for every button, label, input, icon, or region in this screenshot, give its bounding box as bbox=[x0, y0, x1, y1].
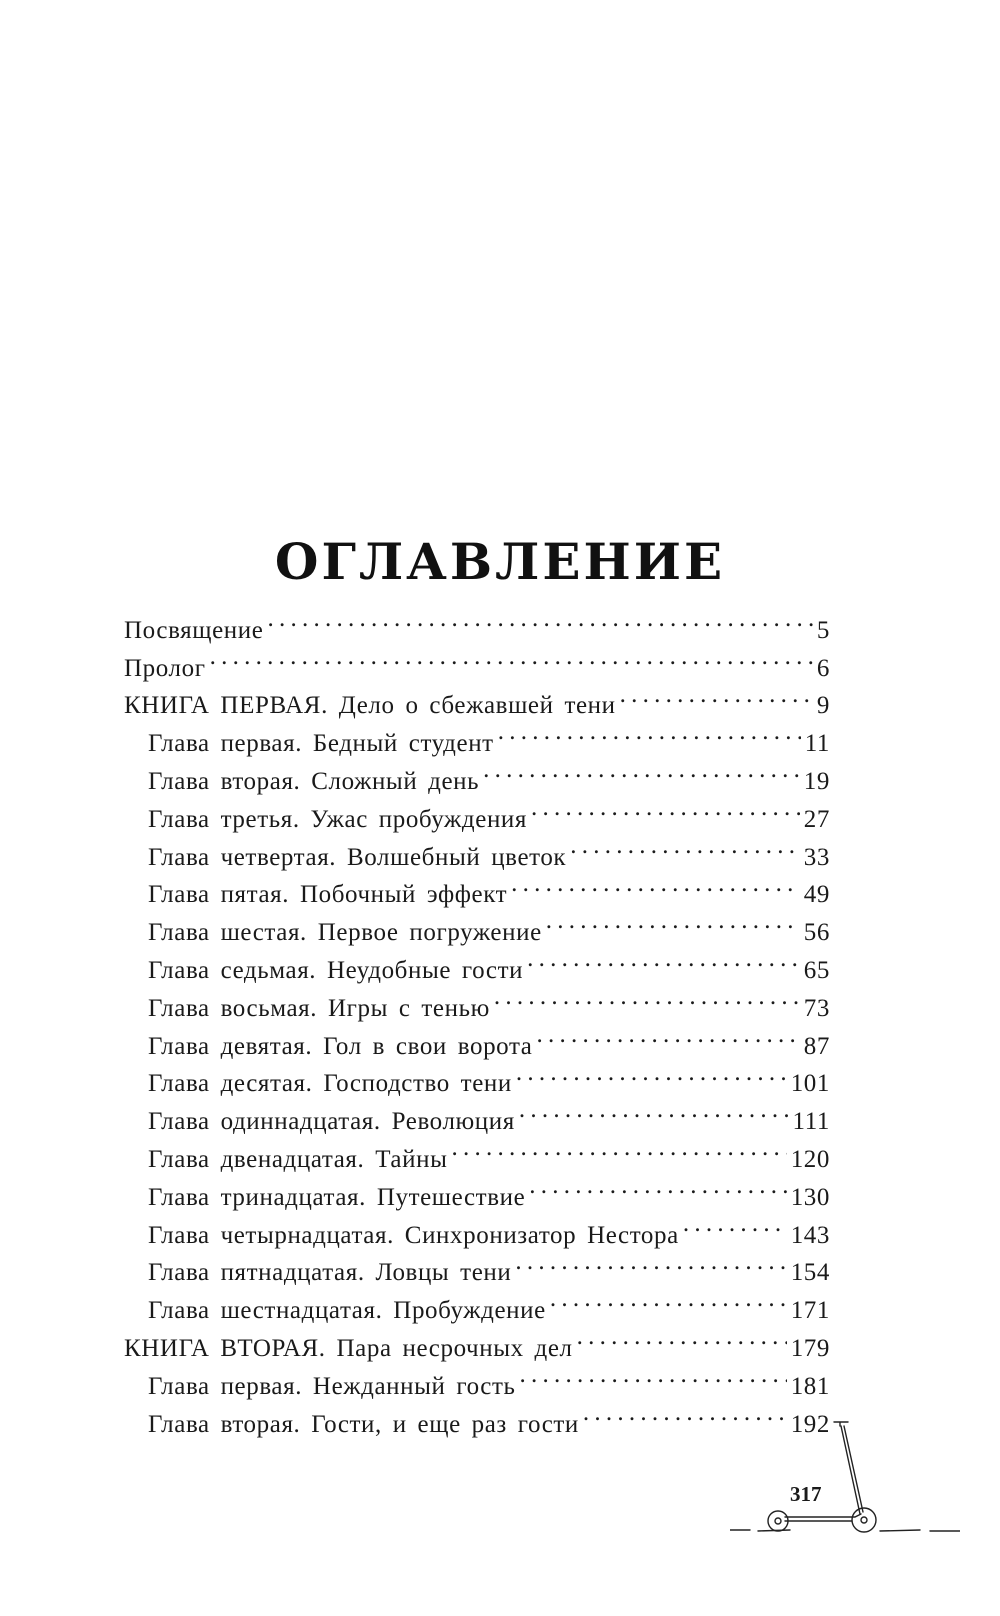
toc-entry-label: КНИГА ВТОРАЯ. Пара несрочных дел bbox=[124, 1334, 573, 1362]
toc-entry-label: Глава первая. Нежданный гость bbox=[148, 1372, 516, 1400]
toc-entry-page: 130 bbox=[790, 1183, 830, 1211]
toc-entry-page: 33 bbox=[803, 843, 830, 871]
toc-entry-page: 181 bbox=[790, 1372, 830, 1400]
toc-entry-page: 19 bbox=[803, 767, 830, 795]
toc-entry-page: 154 bbox=[790, 1259, 830, 1287]
toc-dot-leader bbox=[577, 1318, 787, 1356]
toc-dot-leader bbox=[498, 713, 801, 751]
toc-dot-leader bbox=[511, 865, 800, 903]
toc-entry-page: 87 bbox=[803, 1032, 830, 1060]
toc-dot-leader bbox=[267, 600, 812, 638]
toc-entry-label: Пролог bbox=[124, 654, 206, 682]
toc-entry-label: Глава десятая. Господство тени bbox=[148, 1070, 512, 1098]
toc-dot-leader bbox=[527, 940, 800, 978]
toc-entry-label: Глава двенадцатая. Тайны bbox=[148, 1145, 448, 1173]
toc-entry-page: 11 bbox=[804, 730, 830, 758]
toc-entry-label: Глава шестая. Первое погружение bbox=[148, 919, 542, 947]
toc-entry-page: 27 bbox=[803, 805, 830, 833]
toc-entry-label: Глава четвертая. Волшебный цветок bbox=[148, 843, 567, 871]
toc-dot-leader bbox=[519, 1091, 789, 1129]
toc-entry-label: Посвящение bbox=[124, 616, 264, 644]
toc-entry-label: Глава пятая. Побочный эффект bbox=[148, 881, 508, 909]
toc-dot-leader bbox=[536, 1016, 799, 1054]
toc-entry-page: 56 bbox=[803, 919, 830, 947]
toc-dot-leader bbox=[550, 1280, 787, 1318]
toc-dot-leader bbox=[515, 1243, 786, 1281]
toc-entry-label: Глава первая. Бедный студент bbox=[148, 730, 494, 758]
toc-dot-leader bbox=[494, 978, 800, 1016]
toc-entry-page: 65 bbox=[803, 956, 830, 984]
toc-dot-leader bbox=[570, 827, 800, 865]
toc-entry-label: Глава седьмая. Неудобные гости bbox=[148, 956, 524, 984]
toc-dot-leader bbox=[210, 638, 813, 676]
toc-entry-page: 120 bbox=[790, 1145, 830, 1173]
toc-entry-label: Глава вторая. Гости, и еще раз гости bbox=[148, 1410, 579, 1438]
scooter-icon bbox=[730, 1418, 960, 1538]
toc-dot-leader bbox=[620, 676, 813, 714]
toc-entry-page: 9 bbox=[816, 692, 830, 720]
toc-dot-leader bbox=[529, 1167, 786, 1205]
toc-entry-page: 49 bbox=[803, 881, 830, 909]
toc-entry-page: 143 bbox=[790, 1221, 830, 1249]
toc-entry-page: 192 bbox=[790, 1410, 830, 1438]
toc-entry-label: КНИГА ПЕРВАЯ. Дело о сбежавшей тени bbox=[124, 692, 616, 720]
toc-entry bbox=[124, 600, 830, 644]
toc-entry-label: Глава третья. Ужас пробуждения bbox=[148, 805, 527, 833]
toc-entry-page: 179 bbox=[790, 1334, 830, 1362]
toc-entry-label: Глава пятнадцатая. Ловцы тени bbox=[148, 1259, 512, 1287]
toc-entry-page: 6 bbox=[816, 654, 830, 682]
page-number: 317 bbox=[790, 1482, 822, 1506]
toc-entry-page: 111 bbox=[792, 1108, 830, 1136]
toc-dot-leader bbox=[546, 902, 800, 940]
toc-entry-page: 73 bbox=[803, 994, 830, 1022]
toc-entry-label: Глава девятая. Гол в свои ворота bbox=[148, 1032, 533, 1060]
toc-dot-leader bbox=[483, 751, 800, 789]
toc-dot-leader bbox=[683, 1205, 787, 1243]
toc-dot-leader bbox=[452, 1129, 787, 1167]
toc-dot-leader bbox=[516, 1054, 787, 1092]
toc-entry-page: 5 bbox=[816, 616, 830, 644]
toc-entry-label: Глава тринадцатая. Путешествие bbox=[148, 1183, 526, 1211]
toc-dot-leader bbox=[531, 789, 800, 827]
toc-entry-page: 171 bbox=[790, 1297, 830, 1325]
toc-entry bbox=[124, 676, 830, 720]
toc-entry-label: Глава одиннадцатая. Революция bbox=[148, 1108, 515, 1136]
toc-entry-page: 101 bbox=[790, 1070, 830, 1098]
page-title: ОГЛАВЛЕНИЕ bbox=[274, 531, 726, 591]
toc-entry-label: Глава вторая. Сложный день bbox=[148, 767, 480, 795]
toc-entry-label: Глава четырнадцатая. Синхронизатор Нестора bbox=[148, 1221, 679, 1249]
toc-entry bbox=[124, 638, 830, 682]
table-of-contents bbox=[124, 600, 830, 1438]
toc-dot-leader bbox=[520, 1356, 787, 1394]
toc-entry-label: Глава шестнадцатая. Пробуждение bbox=[148, 1297, 546, 1325]
toc-entry-label: Глава восьмая. Игры с тенью bbox=[148, 994, 490, 1022]
